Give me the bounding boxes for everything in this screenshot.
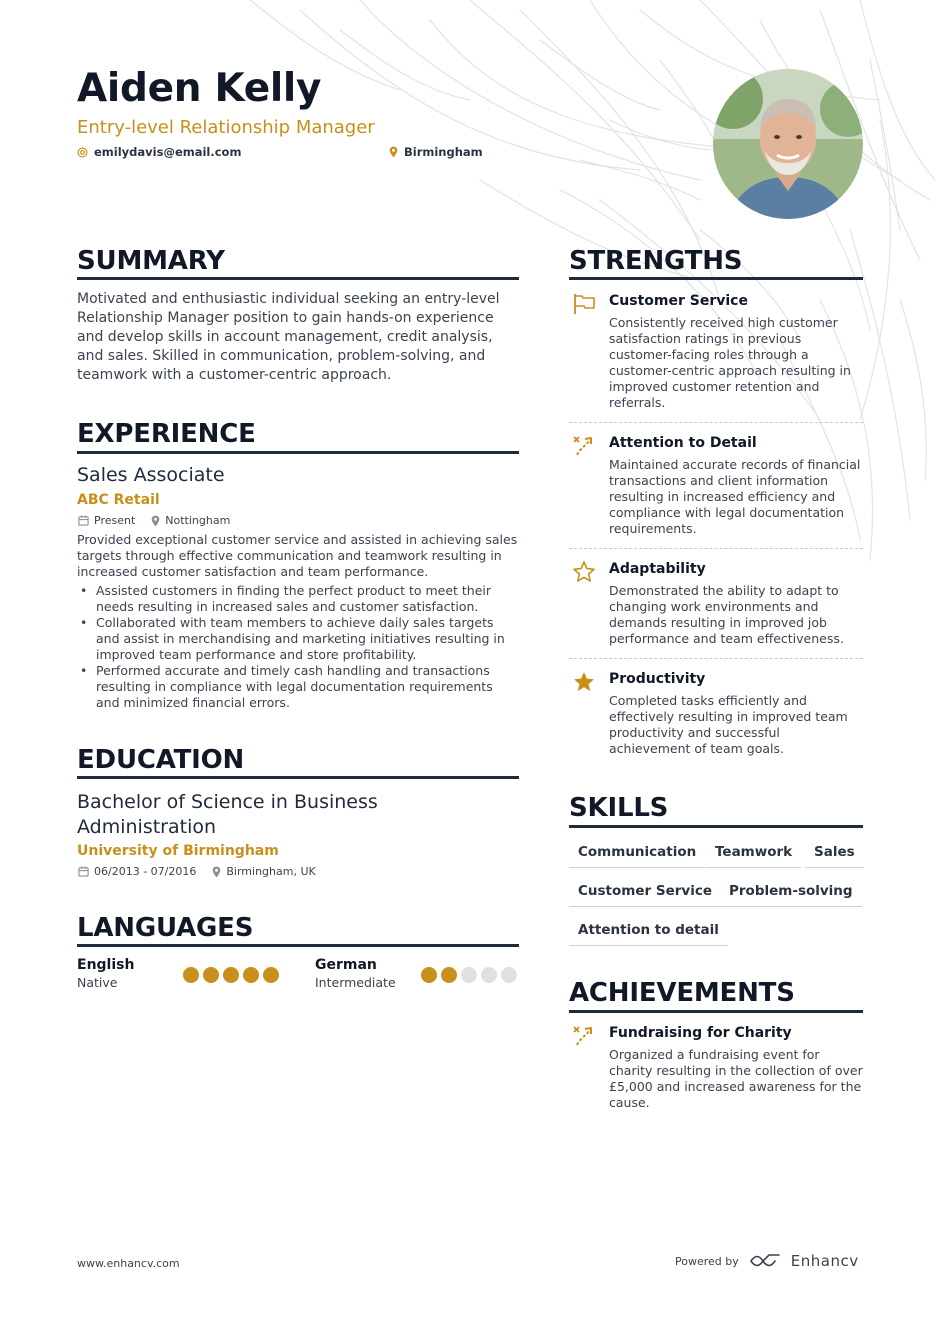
candidate-role: Entry-level Relationship Manager [77, 117, 375, 138]
achievements-rule [569, 1010, 863, 1013]
experience-rule [77, 451, 519, 454]
language-level: Native [77, 975, 118, 990]
strength-item [569, 292, 863, 411]
flag-icon [572, 292, 596, 316]
location-text: Birmingham [404, 145, 483, 159]
job-location: Nottingham [151, 514, 230, 527]
rating-dot-filled [223, 967, 239, 983]
location-contact [389, 145, 483, 159]
strength-item [569, 670, 863, 757]
at-icon [77, 147, 88, 158]
summary-rule [77, 277, 519, 280]
rating-dot-filled [243, 967, 259, 983]
job-meta [78, 514, 230, 527]
strengths-title: STRENGTHS [569, 246, 743, 276]
strength-description: Maintained accurate records of financial transactions and client information resulting in increased efficiency and compliance with legal documentation requirements. [609, 457, 861, 536]
achievement-description: Organized a fundraising event for charity resulting in the collection of over £5,000 and increased awareness for the cause. [609, 1047, 863, 1110]
language-item-german [315, 957, 396, 990]
email-text: emilydavis@email.com [94, 145, 242, 159]
rating-dot-empty [501, 967, 517, 983]
job-company: ABC Retail [77, 492, 160, 508]
skill-tag: Customer Service [569, 883, 721, 907]
education-school: University of Birmingham [77, 843, 279, 859]
languages-rule [77, 944, 519, 947]
education-date: 06/2013 - 07/2016 [78, 865, 196, 878]
location-pin-icon [151, 515, 160, 527]
skill-tag: Attention to detail [569, 922, 728, 946]
strength-title: Customer Service [609, 293, 748, 309]
job-bullets [77, 583, 519, 711]
language-name: German [315, 957, 377, 973]
skill-tag: Sales [805, 844, 864, 868]
divider [569, 548, 863, 549]
strength-item [569, 560, 863, 647]
rating-dot-filled [263, 967, 279, 983]
skills-title: SKILLS [569, 793, 669, 823]
brand-name: Enhancv [790, 1252, 859, 1270]
education-meta [78, 865, 316, 878]
footer-website[interactable]: www.enhancv.com [77, 1257, 180, 1270]
divider [569, 422, 863, 423]
job-bullet: • Performed accurate and timely cash handling and transactions resulting in compliance with legal documentation requirements and minimized financial errors. [77, 663, 519, 711]
strength-description: Demonstrated the ability to adapt to changing work environments and demands resulting in improved job performance and team effectiveness. [609, 583, 844, 646]
language-rating-german [421, 967, 517, 983]
strength-description: Completed tasks efficiently and effectively resulting in improved team productivity and successful achievement of team goals. [609, 693, 848, 756]
candidate-name: Aiden Kelly [77, 66, 322, 111]
rating-dot-empty [461, 967, 477, 983]
calendar-icon [78, 515, 89, 526]
star-outline-icon [572, 560, 596, 584]
skill-tag: Communication [569, 844, 705, 868]
footer-branding[interactable] [675, 1252, 859, 1270]
email-contact[interactable] [77, 145, 241, 159]
education-degree: Bachelor of Science in Business Administration [77, 791, 378, 838]
language-rating-english [183, 967, 279, 983]
language-item-english [77, 957, 134, 990]
divider [569, 658, 863, 659]
rating-dot-filled [441, 967, 457, 983]
summary-text: Motivated and enthusiastic individual seeking an entry-level Relationship Manager position to gain hands-on experience and develop skills in account management, credit analysis, and sales. Skilled in communication, problem-solving, and teamwork with a customer-centric approach. [77, 291, 500, 383]
rating-dot-empty [481, 967, 497, 983]
education-location: Birmingham, UK [212, 865, 315, 878]
languages-title: LANGUAGES [77, 913, 254, 943]
achievement-item [569, 1024, 863, 1111]
rating-dot-filled [203, 967, 219, 983]
job-date: Present [78, 514, 135, 527]
experience-title: EXPERIENCE [77, 419, 256, 449]
route-icon [572, 434, 596, 458]
location-pin-icon [389, 146, 398, 158]
summary-title: SUMMARY [77, 246, 225, 276]
powered-by-label: Powered by [675, 1254, 739, 1268]
rating-dot-filled [183, 967, 199, 983]
calendar-icon [78, 866, 89, 877]
strength-title: Productivity [609, 671, 706, 687]
language-name: English [77, 957, 135, 973]
strength-item [569, 434, 863, 537]
star-filled-icon [572, 670, 596, 694]
rating-dot-filled [421, 967, 437, 983]
profile-photo [713, 69, 863, 219]
skill-tag: Teamwork [706, 844, 801, 868]
skills-rule [569, 825, 863, 828]
strength-title: Attention to Detail [609, 435, 757, 451]
job-description: Provided exceptional customer service and assisted in achieving sales targets through effective communication and teamwork resulting in increased customer satisfaction and team performance. [77, 532, 518, 579]
portrait-illustration [713, 69, 863, 219]
job-bullet: • Collaborated with team members to achieve daily sales targets and assist in merchandising and marketing initiatives resulting in improved team performance and store profitability. [77, 615, 519, 663]
achievements-title: ACHIEVEMENTS [569, 978, 795, 1008]
route-icon [572, 1024, 596, 1048]
enhancv-logo-icon [749, 1253, 781, 1269]
achievement-title: Fundraising for Charity [609, 1025, 792, 1041]
strength-title: Adaptability [609, 561, 706, 577]
education-title: EDUCATION [77, 745, 245, 775]
skill-tag: Problem-solving [720, 883, 862, 907]
job-bullet: • Assisted customers in finding the perfect product to meet their needs resulting in increased sales and customer satisfaction. [77, 583, 519, 615]
strengths-rule [569, 277, 863, 280]
language-level: Intermediate [315, 975, 396, 990]
strength-description: Consistently received high customer satisfaction ratings in previous customer-facing roles through a customer-centric approach resulting in improved customer retention and referrals. [609, 315, 851, 410]
location-pin-icon [212, 866, 221, 878]
job-title: Sales Associate [77, 464, 225, 486]
education-rule [77, 776, 519, 779]
